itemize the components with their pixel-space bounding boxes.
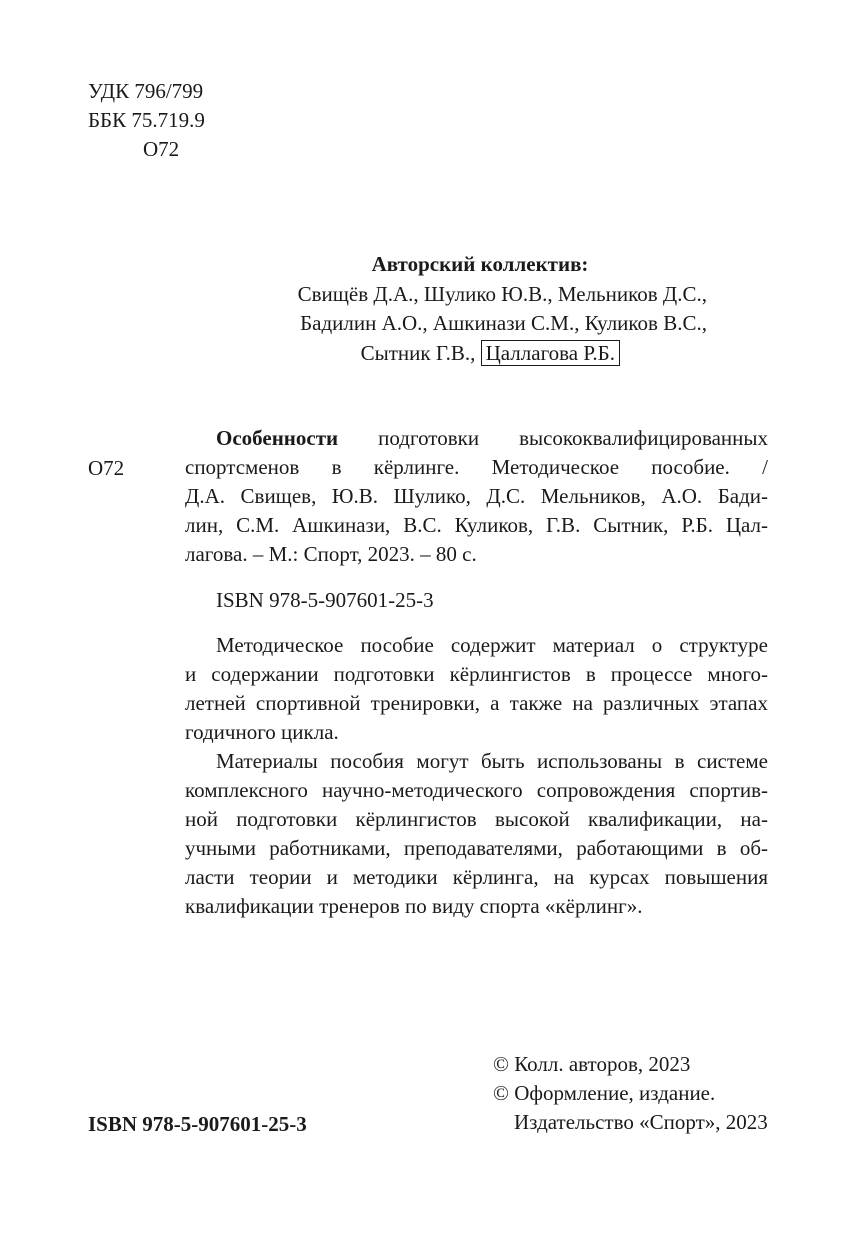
authors-heading-text: Авторский коллектив:: [371, 252, 589, 276]
bib-line-4: лин, С.М. Ашкинази, В.С. Куликов, Г.В. Сытник, Р.Б. Цал-: [185, 513, 768, 537]
bib-line-3: Д.А. Свищев, Ю.В. Шулико, Д.С. Мельников, А.О. Бади-: [185, 484, 768, 508]
annotation-line: летней спортивной тренировки, а также на различных этапах: [185, 691, 768, 715]
bibliographic-code: О72: [88, 456, 125, 480]
copyright-publisher: Издательство «Спорт», 2023: [514, 1110, 768, 1134]
annotation-paragraph-1: [185, 631, 768, 747]
annotation-line: Методическое пособие содержит материал о структуре: [216, 633, 768, 657]
annotation-line: комплексного научно-методического сопровождения спортив-: [185, 778, 768, 802]
annotation-line: и содержании подготовки кёрлингистов в процессе много-: [185, 662, 768, 686]
authors-boxed-name: Цаллагова Р.Б.: [481, 340, 620, 366]
bibliographic-description: [185, 424, 768, 569]
authors-line-1: Свищёв Д.А., Шулико Ю.В., Мельников Д.С.,: [297, 282, 707, 306]
bib-line-2: спортсменов в кёрлинге. Методическое пособие. /: [185, 455, 768, 479]
annotation-line: ной подготовки кёрлингистов высокой квалификации, на-: [185, 807, 768, 831]
bib-line-1: [185, 424, 768, 453]
isbn-inline: ISBN 978-5-907601-25-3: [216, 588, 434, 612]
bib-line-5: лагова. – М.: Спорт, 2023. – 80 с.: [185, 542, 477, 566]
annotation-line: ласти теории и методики кёрлинга, на курсах повышения: [185, 865, 768, 889]
author-mark: О72: [143, 137, 180, 161]
bib-line-1-rest: подготовки высококвалифицированных: [338, 426, 768, 450]
annotation-line: квалификации тренеров по виду спорта «кёрлинг».: [185, 894, 643, 918]
annotation-line: Материалы пособия могут быть использованы в системе: [216, 749, 768, 773]
authors-line-2: Бадилин А.О., Ашкинази С.М., Куликов В.С.,: [300, 311, 707, 335]
annotation-line: учными работниками, преподавателями, работающими в об-: [185, 836, 768, 860]
bib-title-bold: Особенности: [216, 426, 339, 450]
copyright-authors: © Колл. авторов, 2023: [493, 1052, 691, 1076]
footer-isbn: [88, 1110, 307, 1139]
udk-code: УДК 796/799: [88, 79, 204, 103]
authors-line-3: [361, 339, 620, 368]
annotation-line: годичного цикла.: [185, 720, 339, 744]
authors-heading: [200, 250, 760, 279]
annotation-paragraph-2: [185, 747, 768, 921]
footer-isbn-text: ISBN 978-5-907601-25-3: [88, 1112, 307, 1136]
bbk-code: ББК 75.719.9: [88, 108, 205, 132]
authors-line-3-prefix: Сытник Г.В.,: [360, 341, 476, 365]
copyright-design: © Оформление, издание.: [493, 1081, 716, 1105]
